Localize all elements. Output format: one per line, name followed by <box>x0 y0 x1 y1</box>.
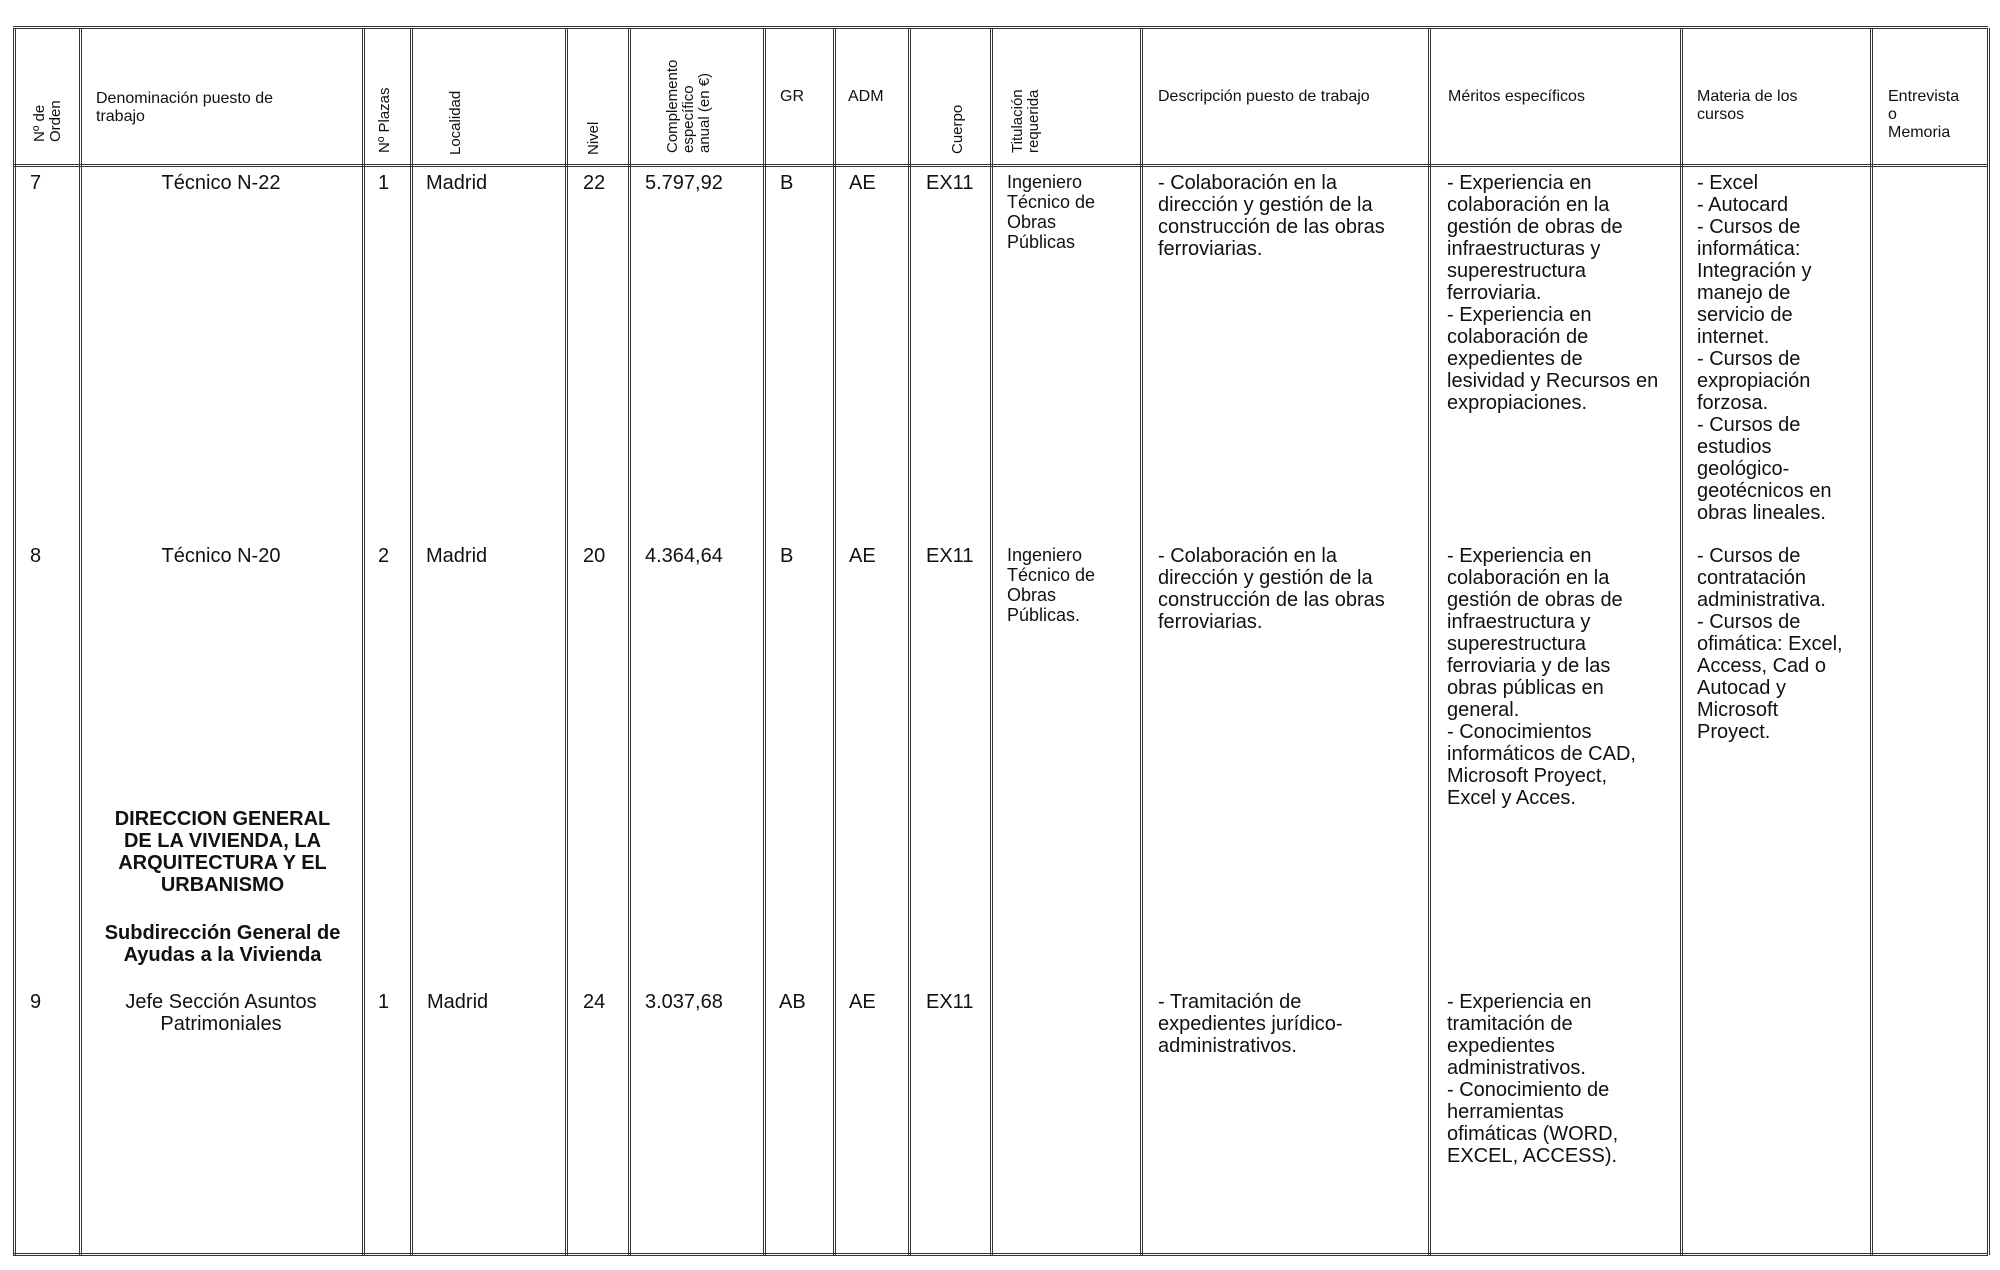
row-9-gr: AB <box>779 991 806 1013</box>
row-7-localidad: Madrid <box>426 172 488 194</box>
column-divider <box>410 28 413 1255</box>
header-materia: Materia de los cursos <box>1697 88 1798 123</box>
row-8-meritos: - Experiencia en colaboración en la gestión de obras de infraestructura y superestructura ferroviaria y de las obras públicas en general. - Conocimientos informáticos de CAD, Microsoft Proyect, Excel y Acces. <box>1447 545 1636 809</box>
row-7-denominacion: Técnico N-22 <box>161 172 281 194</box>
row-8-cuerpo: EX11 <box>926 545 974 567</box>
column-divider <box>628 28 631 1255</box>
section-direccion-general: DIRECCION GENERAL DE LA VIVIENDA, LA ARQUITECTURA Y EL URBANISMO <box>114 808 331 896</box>
row-9-descripcion: - Tramitación de expedientes jurídico- administrativos. <box>1158 991 1343 1057</box>
row-7-adm: AE <box>849 172 876 194</box>
row-8-denominacion: Técnico N-20 <box>161 545 281 567</box>
column-divider <box>1428 28 1431 1255</box>
column-divider <box>1140 28 1143 1255</box>
header-gr: GR <box>780 88 804 105</box>
row-8-nivel: 20 <box>583 545 606 567</box>
row-7-meritos: - Experiencia en colaboración en la gestión de obras de infraestructuras y superestructura ferroviaria. - Experiencia en colaboración de expedientes de lesividad y Recursos en expropiaciones. <box>1447 172 1659 414</box>
row-7-descripcion: - Colaboración en la dirección y gestión de la construcción de las obras ferroviarias. <box>1158 172 1385 260</box>
row-7-plazas: 1 <box>378 172 390 194</box>
section-subdireccion-general: Subdirección General de Ayudas a la Vivienda <box>104 922 341 966</box>
row-8-materia: - Cursos de contratación administrativa. - Cursos de ofimática: Excel, Access, Cad o Autocad y Microsoft Proyect. <box>1697 545 1843 743</box>
row-9-plazas: 1 <box>378 991 390 1013</box>
column-divider <box>13 28 16 1255</box>
column-divider <box>990 28 993 1255</box>
header-bottom-border <box>13 164 1988 167</box>
row-9-adm: AE <box>849 991 876 1013</box>
column-divider <box>763 28 766 1255</box>
row-7-cuerpo: EX11 <box>926 172 974 194</box>
row-9-orden: 9 <box>30 991 42 1013</box>
table-top-border <box>13 26 1988 29</box>
row-9-meritos: - Experiencia en tramitación de expedientes administrativos. - Conocimiento de herramientas ofimáticas (WORD, EXCEL, ACCESS). <box>1447 991 1619 1167</box>
column-divider <box>1987 28 1990 1255</box>
column-divider <box>908 28 911 1255</box>
row-9-localidad: Madrid <box>427 991 489 1013</box>
header-titulacion: Titulación requerida <box>1009 89 1042 153</box>
column-divider <box>565 28 568 1255</box>
header-adm: ADM <box>848 88 884 105</box>
row-7-materia: - Excel - Autocard - Cursos de informática: Integración y manejo de servicio de internet. - Cursos de expropiación forzosa. - Cursos de estudios geológico- geotécnicos en obras lineales. <box>1697 172 1832 524</box>
row-7-gr: B <box>780 172 794 194</box>
row-7-orden: 7 <box>30 172 42 194</box>
row-7-titulacion: Ingeniero Técnico de Obras Públicas <box>1007 172 1096 252</box>
column-divider <box>362 28 365 1255</box>
row-8-titulacion: Ingeniero Técnico de Obras Públicas. <box>1007 545 1096 625</box>
header-plazas: Nº Plazas <box>376 87 393 153</box>
header-denominacion: Denominación puesto de trabajo <box>96 90 274 125</box>
column-divider <box>1870 28 1873 1255</box>
row-9-denominacion: Jefe Sección Asuntos Patrimoniales <box>125 991 317 1035</box>
row-8-gr: B <box>780 545 794 567</box>
header-entrevista: Entrevista o Memoria <box>1888 88 1960 141</box>
header-complemento: Complemento específico anual (en €) <box>664 59 713 153</box>
row-8-adm: AE <box>849 545 876 567</box>
header-localidad: Localidad <box>447 90 464 155</box>
header-meritos: Méritos específicos <box>1448 88 1585 105</box>
row-8-complemento: 4.364,64 <box>645 545 723 567</box>
header-orden: Nº de Orden <box>31 100 64 142</box>
column-divider <box>79 28 82 1255</box>
row-9-cuerpo: EX11 <box>926 991 974 1013</box>
row-7-nivel: 22 <box>583 172 606 194</box>
row-9-complemento: 3.037,68 <box>645 991 723 1013</box>
row-7-complemento: 5.797,92 <box>645 172 723 194</box>
column-divider <box>1680 28 1683 1255</box>
row-8-orden: 8 <box>30 545 42 567</box>
header-cuerpo: Cuerpo <box>949 104 966 154</box>
row-8-descripcion: - Colaboración en la dirección y gestión de la construcción de las obras ferroviarias. <box>1158 545 1385 633</box>
column-divider <box>833 28 836 1255</box>
row-8-plazas: 2 <box>378 545 390 567</box>
row-9-nivel: 24 <box>583 991 606 1013</box>
table-bottom-border <box>13 1253 1988 1256</box>
header-descripcion: Descripción puesto de trabajo <box>1158 88 1370 105</box>
row-8-localidad: Madrid <box>426 545 488 567</box>
header-nivel: Nivel <box>585 121 602 155</box>
